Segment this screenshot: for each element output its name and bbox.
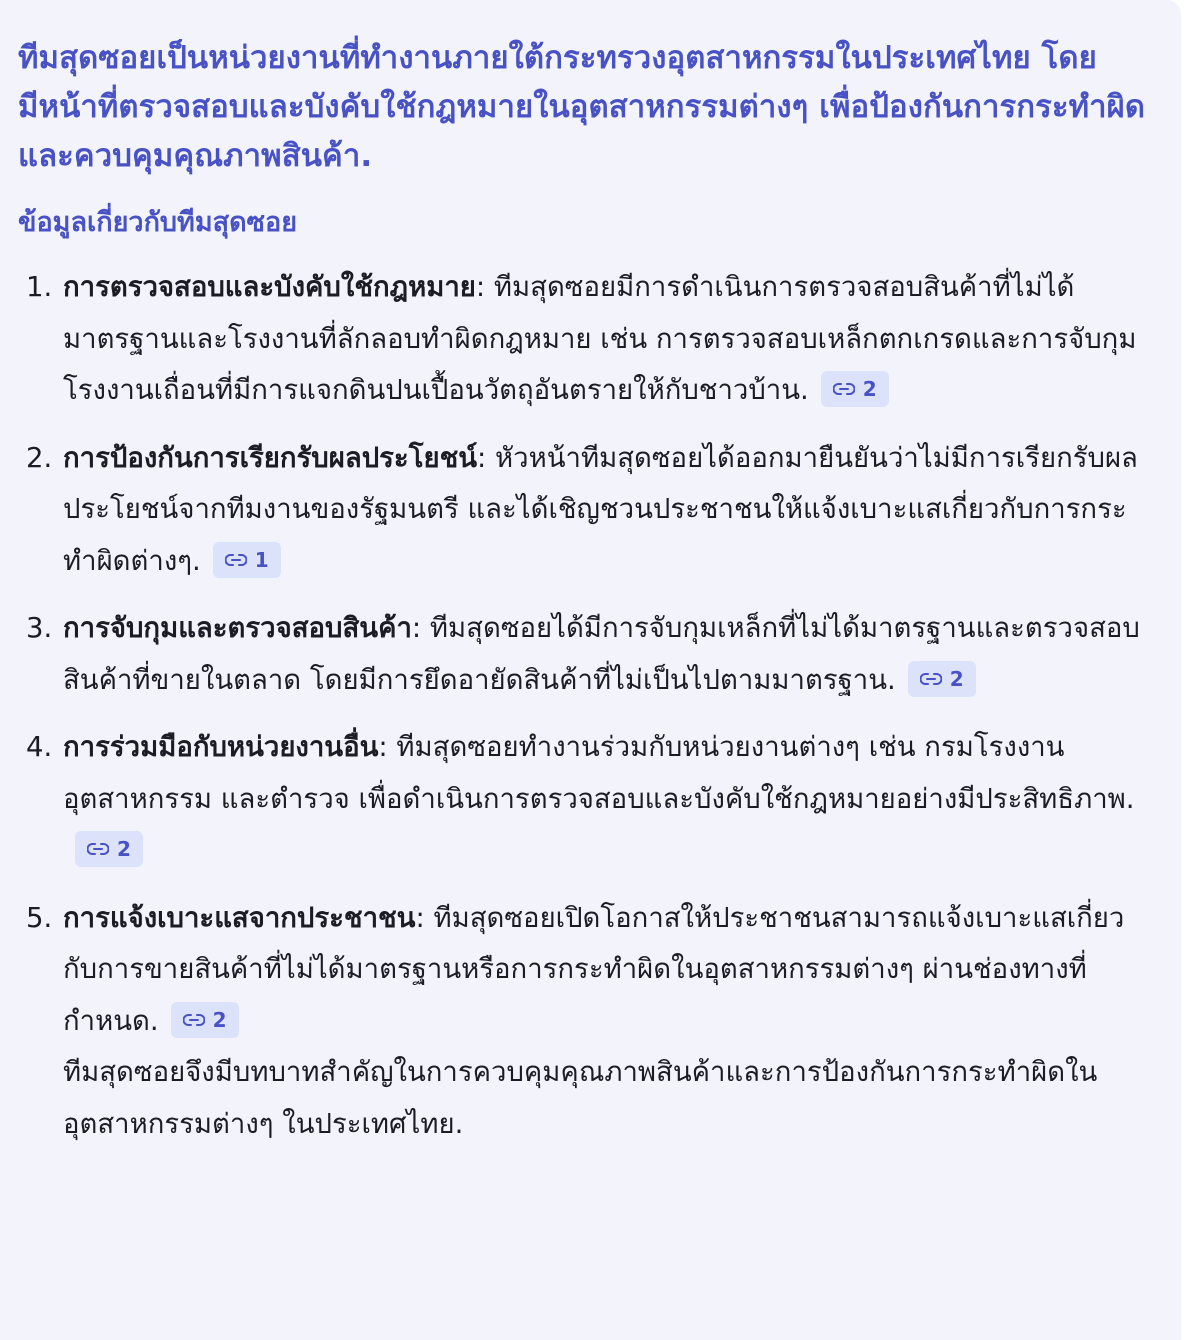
item-text: : ทีมสุดซอยมีการดำเนินการตรวจสอบสินค้าที่ไม่ได้มาตรฐานและโรงงานที่ลักลอบทำผิดกฎหมาย เช่น การตรวจสอบเหล็กตกเกรดและการจับกุมโรงงานเถื่อนที่มีการแจกดินปนเปื้อนวัตถุอันตรายให้กับชาวบ้าน. <box>63 271 1137 406</box>
list-item <box>18 893 1151 1151</box>
citation-number: 2 <box>117 837 131 861</box>
item-term: การแจ้งเบาะแสจากประชาชน <box>63 901 416 934</box>
citation-chip[interactable] <box>171 1002 239 1038</box>
item-number: 2. <box>26 441 53 474</box>
link-icon <box>225 553 247 567</box>
item-term: การตรวจสอบและบังคับใช้กฎหมาย <box>63 271 476 303</box>
item-text: : ทีมสุดซอยเปิดโอกาสให้ประชาชนสามารถแจ้งเบาะแสเกี่ยวกับการขายสินค้าที่ไม่ได้มาตรฐานหรือการกระทำผิดในอุตสาหกรรมต่างๆ ผ่านช่องทางที่กำหนด. <box>63 901 1125 1037</box>
item-term: การร่วมมือกับหน่วยงานอื่น <box>63 731 379 763</box>
citation-chip[interactable] <box>75 831 143 867</box>
item-text: : ทีมสุดซอยได้มีการจับกุมเหล็กที่ไม่ได้มาตรฐานและตรวจสอบสินค้าที่ขายในตลาด โดยมีการยึดอายัดสินค้าที่ไม่เป็นไปตามมาตรฐาน. <box>63 612 1140 696</box>
citation-chip[interactable] <box>908 661 976 697</box>
citation-number: 2 <box>212 1007 227 1032</box>
list-item <box>18 262 1151 417</box>
citation-number: 2 <box>949 666 964 691</box>
summary-paragraph: ทีมสุดซอยจึงมีบทบาทสำคัญในการควบคุมคุณภาพสินค้าและการป้องกันการกระทำผิดในอุตสาหกรรมต่างๆ ในประเทศไทย. <box>63 1056 1098 1140</box>
list-item <box>18 433 1151 588</box>
item-number: 5. <box>26 901 53 934</box>
citation-number: 1 <box>254 547 269 572</box>
intro-paragraph: ทีมสุดซอยเป็นหน่วยงานที่ทำงานภายใต้กระทรวงอุตสาหกรรมในประเทศไทย โดยมีหน้าที่ตรวจสอบและบังคับใช้กฎหมายในอุตสาหกรรมต่างๆ เพื่อป้องกันการกระทำผิดและควบคุมคุณภาพสินค้า. <box>18 40 1146 174</box>
section-title: ข้อมูลเกี่ยวกับทีมสุดซอย <box>18 207 298 238</box>
citation-chip[interactable] <box>213 542 281 578</box>
link-icon <box>87 842 109 856</box>
citation-chip[interactable] <box>821 371 889 407</box>
item-term: การป้องกันการเรียกรับผลประโยชน์ <box>63 441 478 474</box>
item-text: : ทีมสุดซอยทำงานร่วมกับหน่วยงานต่างๆ เช่น กรมโรงงานอุตสาหกรรม และตำรวจ เพื่อดำเนินการตรวจสอบและบังคับใช้กฎหมายอย่างมีประสิทธิภาพ. <box>63 731 1135 815</box>
list-item <box>18 722 1151 877</box>
info-list <box>18 262 1151 1150</box>
link-icon <box>833 382 855 396</box>
citation-number: 2 <box>862 377 877 401</box>
link-icon <box>920 672 942 686</box>
list-item <box>18 603 1151 706</box>
item-number: 1. <box>26 271 53 303</box>
item-text: : หัวหน้าทีมสุดซอยได้ออกมายืนยันว่าไม่มีการเรียกรับผลประโยชน์จากทีมงานของรัฐมนตรี และได้เชิญชวนประชาชนให้แจ้งเบาะแสเกี่ยวกับการกระทำผิดต่างๆ. <box>63 441 1138 577</box>
link-icon <box>183 1013 205 1027</box>
item-term: การจับกุมและตรวจสอบสินค้า <box>63 612 412 644</box>
item-number: 4. <box>26 731 53 763</box>
item-number: 3. <box>26 612 53 644</box>
